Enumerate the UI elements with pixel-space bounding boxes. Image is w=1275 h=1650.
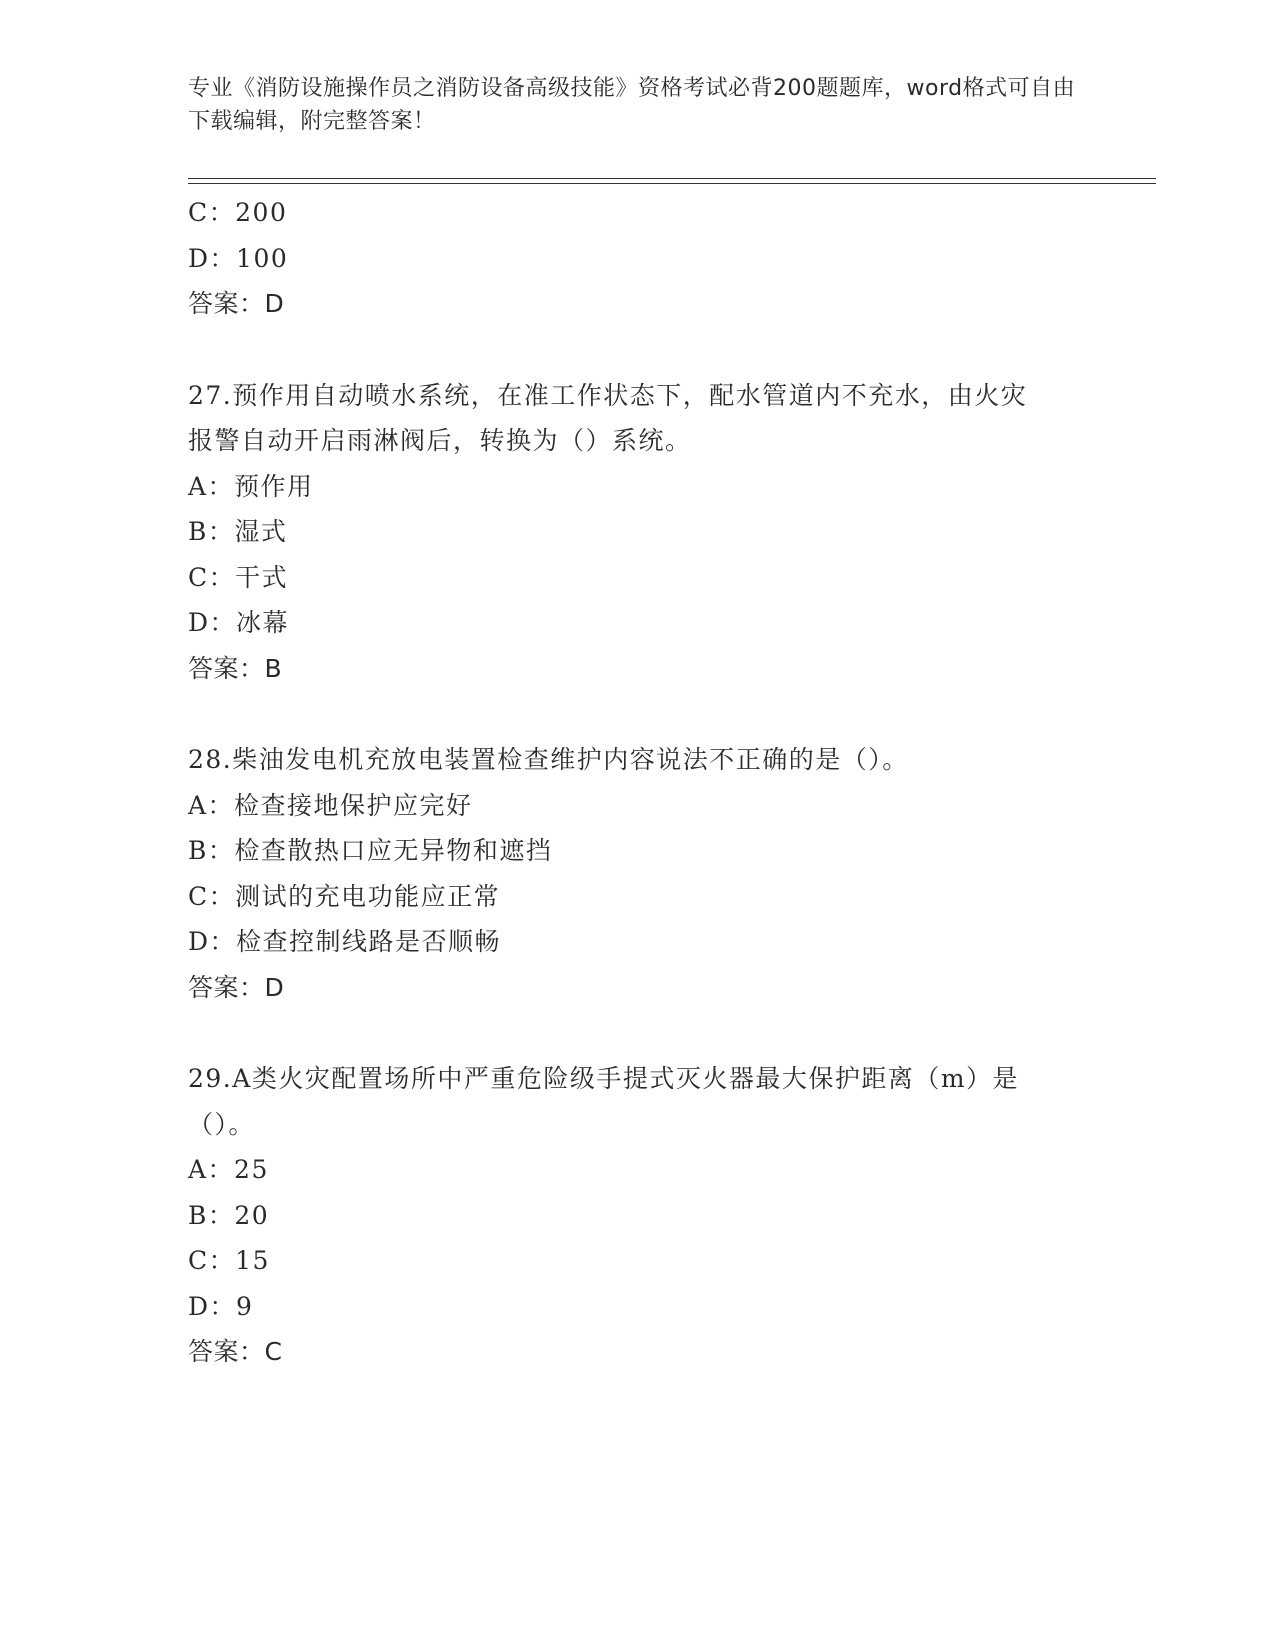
document-header: 专业《消防设施操作员之消防设备高级技能》资格考试必背200题题库，word格式可自由下载编辑，附完整答案！ bbox=[188, 76, 1076, 134]
option-d: D：检查控制线路是否顺畅 bbox=[188, 927, 502, 956]
question-list bbox=[188, 190, 1088, 1375]
option-a: A：预作用 bbox=[188, 471, 314, 501]
option-b: B：检查散热口应无异物和遮挡 bbox=[188, 836, 553, 865]
answer-line: 答案：C bbox=[188, 1337, 283, 1366]
answer-line: 答案：D bbox=[188, 289, 285, 318]
option-d: D：9 bbox=[188, 1291, 254, 1321]
question-stem: 29.A类火灾配置场所中严重危险级手提式灭火器最大保护距离（m）是（）。 bbox=[188, 1064, 1020, 1139]
question-27 bbox=[188, 373, 1088, 692]
option-c: C：15 bbox=[188, 1246, 270, 1275]
option-c: C：200 bbox=[188, 198, 288, 227]
option-d: D：100 bbox=[188, 243, 289, 273]
question-stem: 27.预作用自动喷水系统，在准工作状态下，配水管道内不充水，由火灾报警自动开启雨淋阀后，转换为（）系统。 bbox=[188, 380, 1028, 455]
option-b: B：湿式 bbox=[188, 517, 288, 546]
option-d: D：冰幕 bbox=[188, 608, 290, 637]
header-divider-bottom bbox=[188, 183, 1156, 184]
answer-line: 答案：B bbox=[188, 653, 283, 683]
option-a: A：25 bbox=[188, 1155, 269, 1184]
option-c: C：测试的充电功能应正常 bbox=[188, 881, 501, 911]
question-stem: 28.柴油发电机充放电装置检查维护内容说法不正确的是（）。 bbox=[188, 745, 909, 774]
option-b: B：20 bbox=[188, 1200, 270, 1230]
option-a: A：检查接地保护应完好 bbox=[188, 790, 473, 820]
answer-line: 答案：D bbox=[188, 972, 285, 1002]
question-28 bbox=[188, 737, 1088, 1010]
question-carryover bbox=[188, 190, 1088, 327]
option-c: C：干式 bbox=[188, 562, 289, 592]
header-divider-top bbox=[188, 178, 1156, 179]
question-29 bbox=[188, 1056, 1088, 1375]
